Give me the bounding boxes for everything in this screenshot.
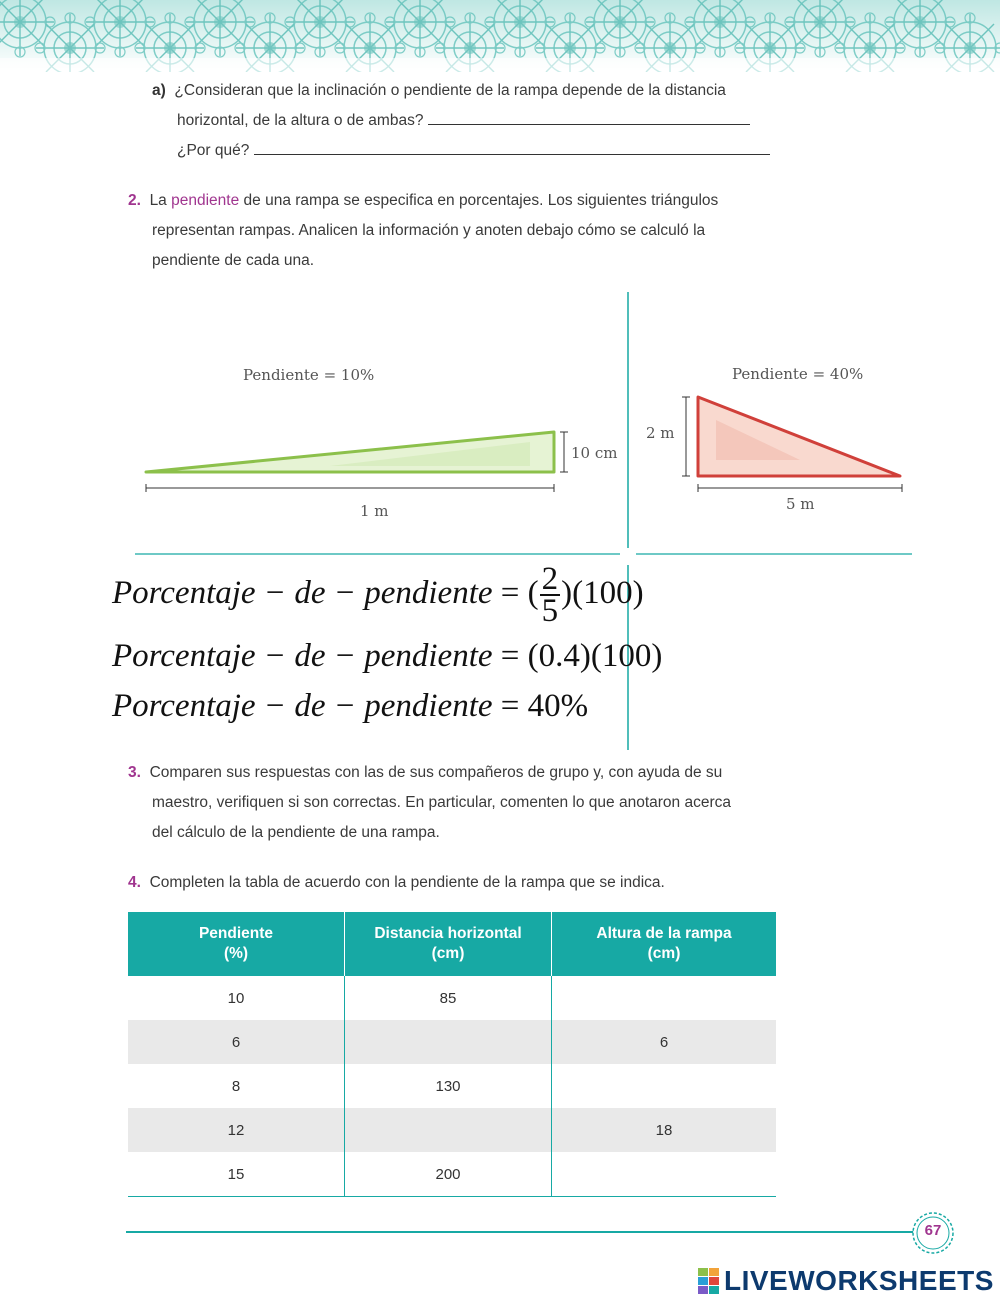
question-2-number: 2. <box>128 192 141 209</box>
header-pendiente: Pendiente (%) <box>128 912 345 976</box>
green-ramp-triangle <box>146 432 554 472</box>
table-header-row <box>128 912 776 976</box>
question-2-line3: pendiente de cada una. <box>152 252 315 269</box>
cell-distancia: 200 <box>345 1152 552 1197</box>
slope-table <box>128 912 776 1197</box>
fraction <box>540 561 561 630</box>
fraction-denominator: 5 <box>541 593 559 630</box>
brand-name[interactable]: LIVEWORKSHEETS <box>724 1265 994 1296</box>
question-a <box>152 76 726 106</box>
cell-pendiente: 10 <box>227 989 245 1007</box>
formula-post: )(100) <box>561 575 644 611</box>
question-a-line2-row <box>177 106 750 136</box>
formula-pre: = ( <box>500 575 539 611</box>
question-2-line1: de una rampa se especifica en porcentajes. Los siguientes triángulos <box>243 192 719 209</box>
answer-line-2[interactable] <box>254 140 770 155</box>
question-2 <box>128 186 778 216</box>
cell-pendiente: 6 <box>128 1020 345 1064</box>
figure1-base: 1 m <box>360 502 389 520</box>
cell-altura-input[interactable] <box>552 1152 777 1197</box>
cell-altura-input[interactable] <box>552 976 777 1020</box>
answer-line-1[interactable] <box>428 110 750 125</box>
cell-altura: 18 <box>552 1108 777 1152</box>
cell-distancia-input[interactable] <box>345 1020 552 1064</box>
question-3-number: 3. <box>128 764 141 781</box>
fraction-numerator: 2 <box>541 561 559 598</box>
cell-pendiente: 12 <box>128 1108 345 1152</box>
header-altura: Altura de la rampa (cm) <box>552 912 777 976</box>
decorative-banner <box>0 0 1000 72</box>
question-a-line2: horizontal, de la altura o de ambas? <box>177 112 424 129</box>
formula-line-3 <box>112 684 588 728</box>
question-a-label: a) <box>152 82 166 99</box>
formula-lhs-1: Porcentaje − de − pendiente <box>112 575 493 611</box>
cell-distancia: 85 <box>345 976 552 1020</box>
question-3-line1: Comparen sus respuestas con las de sus compañeros de grupo y, con ayuda de su <box>149 764 723 781</box>
question-2-before: La <box>149 192 167 209</box>
question-3-line2: maestro, verifiquen si son correctas. En particular, comenten lo que anotaron acerca <box>152 794 731 811</box>
figure2-base: 5 m <box>786 495 815 513</box>
formula-rhs-2: = (0.4)(100) <box>500 638 663 674</box>
question-2-line2: representan rampas. Analicen la información y anoten debajo cómo se calculó la <box>152 222 706 239</box>
header-distancia: Distancia horizontal (cm) <box>345 912 552 976</box>
question-a-line3: ¿Por qué? <box>177 142 250 159</box>
question-4-text: Completen la tabla de acuerdo con la pendiente de la rampa que se indica. <box>149 874 665 891</box>
formula-lhs-2: Porcentaje − de − pendiente <box>112 638 493 674</box>
question-3-line3: del cálculo de la pendiente de una rampa. <box>152 824 440 841</box>
footer-line <box>126 1231 916 1233</box>
cell-pendiente: 8 <box>231 1077 241 1095</box>
table-row <box>128 1020 776 1064</box>
formula-line-1 <box>112 558 644 628</box>
cell-pendiente: 15 <box>128 1152 345 1197</box>
question-4-number: 4. <box>128 874 141 891</box>
formula-line-2 <box>112 634 662 678</box>
cell-altura: 6 <box>552 1020 777 1064</box>
table-row <box>128 976 776 1020</box>
formula-rhs-3: = 40% <box>500 688 589 724</box>
page-number: 67 <box>924 1222 942 1239</box>
figure1-height: 10 cm <box>571 444 618 462</box>
red-ramp-triangle <box>698 397 900 476</box>
question-a-line1: ¿Consideran que la inclinación o pendiente de la rampa depende de la distancia <box>174 82 726 99</box>
question-4 <box>128 868 665 898</box>
liveworksheets-logo-icon <box>698 1268 720 1296</box>
question-3 <box>128 758 722 788</box>
question-a-line3-row <box>177 136 770 166</box>
formula-lhs-3: Porcentaje − de − pendiente <box>112 688 493 724</box>
cell-altura-input[interactable] <box>552 1064 777 1108</box>
table-row <box>128 1064 776 1108</box>
figure2-label: Pendiente = 40% <box>732 365 864 383</box>
cell-distancia-input[interactable] <box>345 1108 552 1152</box>
table-row <box>128 1108 776 1152</box>
figure2-height: 2 m <box>646 424 675 442</box>
table-row <box>128 1152 776 1197</box>
figure1-label: Pendiente = 10% <box>243 366 375 384</box>
cell-distancia: 130 <box>345 1064 552 1108</box>
keyword-pendiente: pendiente <box>171 192 240 209</box>
